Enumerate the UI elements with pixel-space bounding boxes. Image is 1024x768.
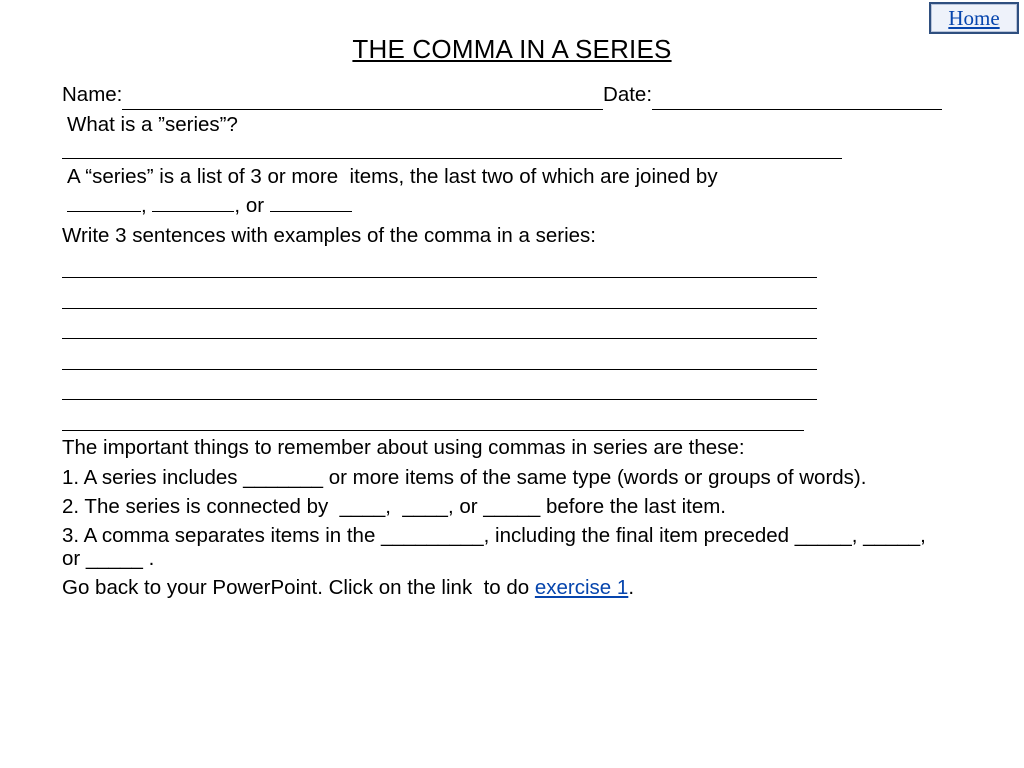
worksheet-body [62, 80, 942, 603]
blank-conjunction-3[interactable] [270, 193, 352, 212]
name-label: Name: [62, 83, 123, 106]
closing-period: . [628, 576, 635, 599]
answer-line-5[interactable] [62, 372, 817, 400]
name-date-row [62, 80, 942, 110]
date-field[interactable] [652, 87, 942, 110]
answer-line-2[interactable] [62, 281, 817, 309]
closing-instruction [62, 573, 942, 603]
series-question: What is a ”series”? [67, 112, 238, 136]
separator-1: , [141, 194, 147, 217]
blank-conjunction-2[interactable] [152, 193, 234, 212]
name-field[interactable] [122, 87, 603, 110]
answer-line-4[interactable] [62, 342, 817, 370]
date-label: Date: [603, 83, 653, 106]
page-title: THE COMMA IN A SERIES [352, 34, 672, 64]
answer-line-3[interactable] [62, 311, 817, 339]
separator-3: or [245, 194, 265, 217]
home-button[interactable] [929, 2, 1019, 34]
sentence-instructions: Write 3 sentences with examples of the comma in a series: [62, 223, 596, 247]
separator-2: , [234, 194, 241, 217]
exercise-1-link[interactable]: exercise 1 [534, 576, 629, 599]
answer-line-1[interactable] [62, 250, 817, 278]
home-link[interactable]: Home [948, 5, 1000, 30]
point-2: 2. The series is connected by ____, ____, or _____ before the last item. [62, 494, 727, 518]
series-definition: A “series” is a list of 3 or more items, the last two of which are joined by [67, 164, 718, 188]
answer-line-6[interactable] [62, 403, 804, 431]
conjunction-blanks [62, 191, 942, 221]
point-1: 1. A series includes _______ or more items of the same type (words or groups of words). [62, 465, 867, 489]
point-3: 3. A comma separates items in the _________, including the final item preceded _____, _____, or _____ . [62, 524, 926, 570]
remember-heading: The important things to remember about using commas in series are these: [62, 436, 745, 459]
closing-text: Go back to your PowerPoint. Click on the link to do [62, 576, 535, 599]
blank-conjunction-1[interactable] [67, 193, 141, 212]
